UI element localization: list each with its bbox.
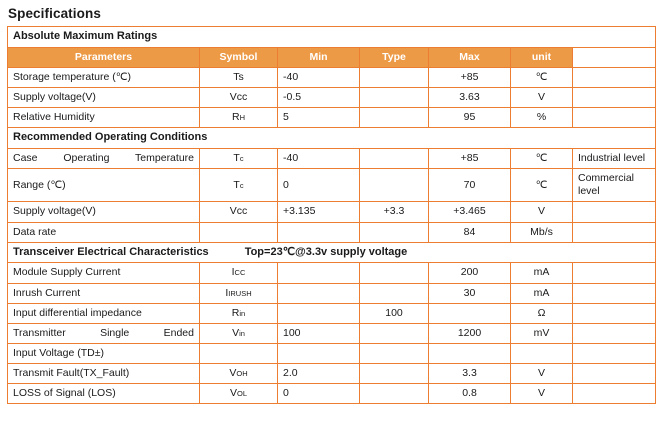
table-row <box>8 263 656 283</box>
page-title: Specifications <box>8 6 101 21</box>
row-min: -40 <box>278 149 360 169</box>
row-unit: ℃ <box>511 149 573 169</box>
row-unit: mA <box>511 283 573 303</box>
section-title-transceiver-label: Transceiver Electrical Characteristics <box>13 245 209 258</box>
symbol-subscript: in <box>239 308 246 318</box>
row-parameter: Input differential impedance <box>8 303 200 323</box>
row-parameter: LOSS of Signal (LOS) <box>8 384 200 404</box>
row-max <box>429 303 511 323</box>
row-type <box>360 222 429 242</box>
row-unit: Ω <box>511 303 573 323</box>
symbol-base: Vcc <box>229 205 248 218</box>
row-parameter: Relative Humidity <box>8 108 200 128</box>
row-type: 100 <box>360 303 429 323</box>
row-note <box>573 343 656 363</box>
section-title-transceiver-note: Top=23℃@3.3v supply voltage <box>244 245 408 258</box>
row-note <box>573 323 656 343</box>
column-header-row <box>8 47 656 67</box>
row-min: 0 <box>278 384 360 404</box>
row-symbol <box>200 343 278 363</box>
col-header-parameters: Parameters <box>8 47 200 67</box>
table-row <box>8 343 656 363</box>
row-unit: V <box>511 88 573 108</box>
row-parameter: Module Supply Current <box>8 263 200 283</box>
row-min <box>278 222 360 242</box>
symbol-subscript: c <box>239 154 244 163</box>
table-row <box>8 303 656 323</box>
row-max: +85 <box>429 149 511 169</box>
row-max: 30 <box>429 283 511 303</box>
section-row-transceiver <box>8 242 656 263</box>
row-parameter: Case Operating Temperature <box>8 149 200 169</box>
section-row-recommended <box>8 128 656 149</box>
col-header-symbol: Symbol <box>200 47 278 67</box>
row-unit: ℃ <box>511 169 573 202</box>
col-header-max: Max <box>429 47 511 67</box>
row-symbol <box>200 202 278 222</box>
row-unit: Mb/s <box>511 222 573 242</box>
row-max <box>429 343 511 363</box>
col-header-unit: unit <box>511 47 573 67</box>
row-note <box>573 67 656 87</box>
symbol-subscript: IRUSH <box>228 288 252 298</box>
col-header-note <box>573 47 656 67</box>
row-unit: V <box>511 384 573 404</box>
symbol-base: R <box>231 111 240 124</box>
row-parameter-continued: Input Voltage (TD±) <box>8 343 200 363</box>
row-min: 5 <box>278 108 360 128</box>
row-note <box>573 88 656 108</box>
row-parameter: Transmit Fault(TX_Fault) <box>8 364 200 384</box>
row-min <box>278 263 360 283</box>
row-max: +3.465 <box>429 202 511 222</box>
row-min: -0.5 <box>278 88 360 108</box>
row-max: 70 <box>429 169 511 202</box>
row-unit <box>511 343 573 363</box>
section-row-absolute <box>8 27 656 48</box>
row-min: +3.135 <box>278 202 360 222</box>
row-parameter: Inrush Current <box>8 283 200 303</box>
row-type <box>360 263 429 283</box>
symbol-base: Ts <box>233 70 244 83</box>
row-symbol <box>200 222 278 242</box>
row-type <box>360 343 429 363</box>
row-note <box>573 108 656 128</box>
row-type <box>360 384 429 404</box>
symbol-base: V <box>229 387 237 400</box>
table-row <box>8 88 656 108</box>
table-row <box>8 67 656 87</box>
row-max: 0.8 <box>429 384 511 404</box>
row-symbol <box>200 108 278 128</box>
row-max: 1200 <box>429 323 511 343</box>
row-parameter: Transmitter Single Ended <box>8 323 200 343</box>
row-type <box>360 88 429 108</box>
symbol-subscript: CC <box>234 268 246 278</box>
row-type <box>360 169 429 202</box>
row-unit: V <box>511 364 573 384</box>
symbol-base: R <box>231 306 240 319</box>
row-symbol <box>200 169 278 202</box>
row-max: 3.63 <box>429 88 511 108</box>
row-symbol <box>200 303 278 323</box>
row-min <box>278 303 360 323</box>
symbol-base: V <box>232 326 240 339</box>
symbol-base: Vcc <box>229 91 248 103</box>
row-unit: mV <box>511 323 573 343</box>
row-type <box>360 323 429 343</box>
row-symbol <box>200 364 278 384</box>
row-symbol <box>200 67 278 87</box>
row-symbol <box>200 323 278 343</box>
row-symbol <box>200 283 278 303</box>
symbol-base: V <box>229 367 237 379</box>
row-max: 3.3 <box>429 364 511 384</box>
row-unit: V <box>511 202 573 222</box>
symbol-subscript: H <box>239 113 245 123</box>
row-max: 200 <box>429 263 511 283</box>
row-unit: mA <box>511 263 573 283</box>
row-note <box>573 364 656 384</box>
specifications-table <box>7 26 656 404</box>
row-note <box>573 283 656 303</box>
row-parameter: Storage temperature (℃) <box>8 67 200 87</box>
row-note <box>573 202 656 222</box>
row-symbol <box>200 263 278 283</box>
symbol-subscript: in <box>239 328 245 338</box>
row-max: 95 <box>429 108 511 128</box>
row-type <box>360 67 429 87</box>
table-row <box>8 323 656 343</box>
row-min: 2.0 <box>278 364 360 384</box>
col-header-type: Type <box>360 47 429 67</box>
table-row <box>8 169 656 202</box>
row-unit: % <box>511 108 573 128</box>
row-note <box>573 263 656 283</box>
row-min <box>278 283 360 303</box>
row-parameter: Supply voltage(V) <box>8 88 200 108</box>
row-type <box>360 108 429 128</box>
row-type <box>360 149 429 169</box>
col-header-min: Min <box>278 47 360 67</box>
row-unit: ℃ <box>511 67 573 87</box>
symbol-subscript: OH <box>236 369 248 378</box>
row-min <box>278 343 360 363</box>
symbol-base: T <box>233 178 240 191</box>
row-note: Industrial level <box>573 149 656 169</box>
row-symbol <box>200 384 278 404</box>
table-row <box>8 384 656 404</box>
symbol-base: I <box>225 286 229 299</box>
symbol-subscript: OL <box>237 389 248 399</box>
row-min: 0 <box>278 169 360 202</box>
row-note <box>573 303 656 323</box>
row-note <box>573 384 656 404</box>
row-max: 84 <box>429 222 511 242</box>
row-symbol <box>200 88 278 108</box>
table-row <box>8 283 656 303</box>
section-title-transceiver <box>8 242 656 263</box>
table-row <box>8 108 656 128</box>
row-min: -40 <box>278 67 360 87</box>
row-type: +3.3 <box>360 202 429 222</box>
symbol-subscript: c <box>239 180 244 190</box>
row-type <box>360 283 429 303</box>
row-type <box>360 364 429 384</box>
section-title-absolute: Absolute Maximum Ratings <box>8 27 656 48</box>
row-parameter: Data rate <box>8 222 200 242</box>
table-row <box>8 222 656 242</box>
table-row <box>8 149 656 169</box>
section-title-recommended: Recommended Operating Conditions <box>8 128 656 149</box>
table-row <box>8 202 656 222</box>
symbol-base: T <box>233 152 240 164</box>
table-row <box>8 364 656 384</box>
row-symbol <box>200 149 278 169</box>
row-min: 100 <box>278 323 360 343</box>
row-max: +85 <box>429 67 511 87</box>
row-parameter: Range (℃) <box>8 169 200 202</box>
row-note: Commercial level <box>573 169 656 202</box>
row-parameter: Supply voltage(V) <box>8 202 200 222</box>
row-note <box>573 222 656 242</box>
symbol-base: I <box>231 266 235 279</box>
